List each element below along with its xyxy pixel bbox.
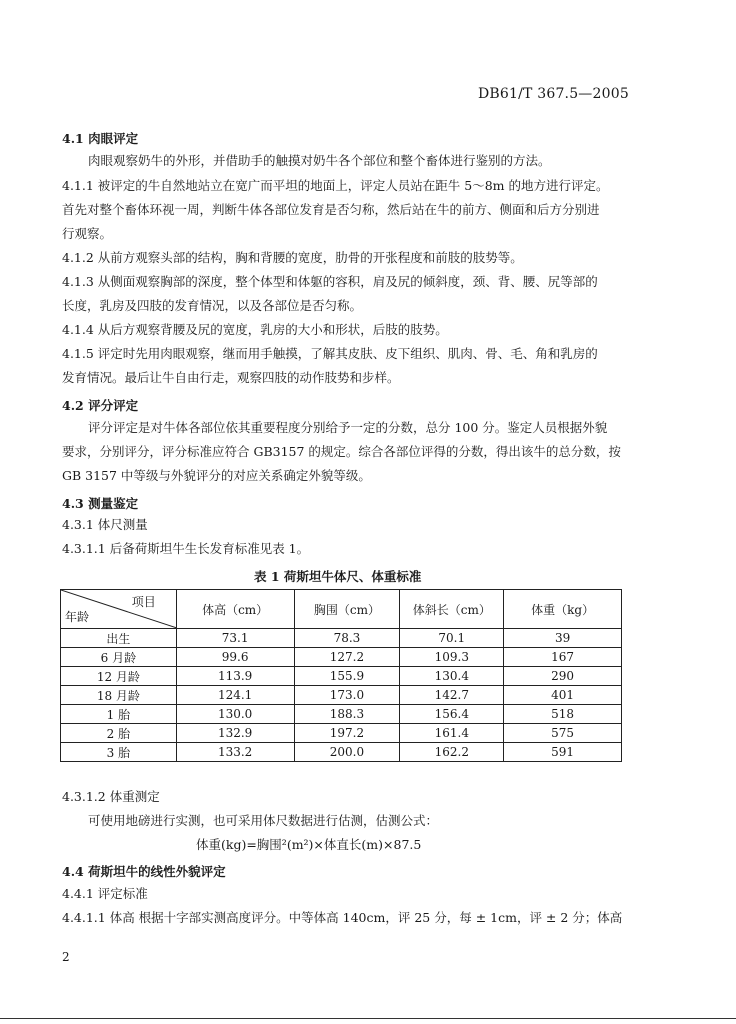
para-4-3-1-2-title: 4.3.1.2 体重测定 [62, 789, 160, 804]
para-4-1-1-line2: 首先对整个畜体环视一周，判断牛体各部位发育是否匀称，然后站在牛的前方、侧面和后方分别进 [62, 202, 600, 217]
cell-chest: 173.0 [294, 686, 400, 705]
row-age: 3 胎 [61, 743, 177, 762]
para-4-3-1-1: 4.3.1.1 后备荷斯坦牛生长发育标准见表 1。 [62, 541, 310, 556]
col-header-weight: 体重（kg） [504, 590, 622, 629]
table-row [61, 705, 622, 724]
row-age: 12 月龄 [61, 667, 177, 686]
weight-formula: 体重(kg)=胸围²(m²)×体直长(m)×87.5 [196, 837, 422, 852]
para-4-1-5-line2: 发育情况。最后让牛自由行走，观察四肢的动作肢势和步样。 [62, 370, 400, 385]
cell-height: 124.1 [176, 686, 294, 705]
cell-height: 113.9 [176, 667, 294, 686]
cell-weight: 39 [504, 629, 622, 648]
page-number: 2 [62, 950, 70, 964]
section-4-4-1-title: 4.4.1 评定标准 [62, 886, 148, 901]
cell-chest: 127.2 [294, 648, 400, 667]
cell-weight: 290 [504, 667, 622, 686]
table-row [61, 724, 622, 743]
cell-weight: 575 [504, 724, 622, 743]
section-4-1-title: 4.1 肉眼评定 [62, 131, 139, 146]
cell-weight: 518 [504, 705, 622, 724]
row-age: 2 胎 [61, 724, 177, 743]
table-corner-cell [61, 590, 177, 629]
cell-weight: 401 [504, 686, 622, 705]
cell-chest: 200.0 [294, 743, 400, 762]
section-4-2-line3: GB 3157 中等级与外貌评分的对应关系确定外貌等级。 [62, 468, 371, 483]
table-row [61, 648, 622, 667]
table-caption: 表 1 荷斯坦牛体尺、体重标准 [254, 569, 422, 584]
table-row [61, 743, 622, 762]
para-4-1-2: 4.1.2 从前方观察头部的结构，胸和背腰的宽度，肋骨的开张程度和前肢的肢势等。 [62, 250, 523, 265]
para-4-1-5-line1: 4.1.5 评定时先用肉眼观察，继而用手触摸，了解其皮肤、皮下组织、肌肉、骨、毛、角和乳房的 [62, 346, 598, 361]
section-4-2-line1: 评分评定是对牛体各部位依其重要程度分别给予一定的分数，总分 100 分。鉴定人员根据外貌 [88, 420, 608, 435]
cell-height: 130.0 [176, 705, 294, 724]
table-row [61, 629, 622, 648]
cell-chest: 78.3 [294, 629, 400, 648]
cell-length: 70.1 [400, 629, 504, 648]
para-4-1-1-line1: 4.1.1 被评定的牛自然地站立在宽广而平坦的地面上，评定人员站在距牛 5～8m 的地方进行评定。 [62, 178, 609, 193]
cell-weight: 167 [504, 648, 622, 667]
cell-length: 109.3 [400, 648, 504, 667]
col-header-length: 体斜长（cm） [400, 590, 504, 629]
table-header-row [61, 590, 622, 629]
cell-length: 142.7 [400, 686, 504, 705]
col-header-height: 体高（cm） [176, 590, 294, 629]
section-4-3-1-title: 4.3.1 体尺测量 [62, 517, 148, 532]
corner-label-age: 年龄 [65, 610, 90, 624]
cell-length: 156.4 [400, 705, 504, 724]
section-4-2-title: 4.2 评分评定 [62, 398, 139, 413]
table-row [61, 667, 622, 686]
cell-height: 73.1 [176, 629, 294, 648]
cell-chest: 188.3 [294, 705, 400, 724]
cell-length: 130.4 [400, 667, 504, 686]
standards-table [60, 589, 622, 762]
table-row [61, 686, 622, 705]
section-4-4-title: 4.4 荷斯坦牛的线性外貌评定 [62, 864, 226, 879]
cell-height: 132.9 [176, 724, 294, 743]
section-4-1-intro: 肉眼观察奶牛的外形，并借助手的触摸对奶牛各个部位和整个畜体进行鉴别的方法。 [88, 153, 551, 168]
document-header: DB61/T 367.5—2005 [478, 86, 629, 102]
para-4-1-3-line2: 长度，乳房及四肢的发育情况，以及各部位是否匀称。 [62, 298, 363, 313]
para-4-3-1-2-line1: 可使用地磅进行实测，也可采用体尺数据进行估测，估测公式： [88, 813, 439, 828]
row-age: 出生 [61, 629, 177, 648]
row-age: 1 胎 [61, 705, 177, 724]
corner-label-item: 项目 [131, 595, 156, 609]
row-age: 6 月龄 [61, 648, 177, 667]
cell-height: 133.2 [176, 743, 294, 762]
cell-chest: 197.2 [294, 724, 400, 743]
footer-divider [0, 1018, 736, 1019]
section-4-3-title: 4.3 测量鉴定 [62, 496, 139, 511]
cell-chest: 155.9 [294, 667, 400, 686]
section-4-2-line2: 要求，分别评分，评分标准应符合 GB3157 的规定。综合各部位评得的分数，得出该牛的总分数，按 [62, 444, 621, 459]
para-4-1-1-line3: 行观察。 [62, 226, 113, 241]
cell-height: 99.6 [176, 648, 294, 667]
row-age: 18 月龄 [61, 686, 177, 705]
col-header-chest: 胸围（cm） [294, 590, 400, 629]
para-4-4-1-1: 4.4.1.1 体高 根据十字部实测高度评分。中等体高 140cm，评 25 分，每 ± 1cm，评 ± 2 分；体高 [62, 910, 623, 925]
para-4-1-3-line1: 4.1.3 从侧面观察胸部的深度，整个体型和体躯的容积，肩及尻的倾斜度，颈、背、腰、尻等部的 [62, 274, 598, 289]
cell-length: 162.2 [400, 743, 504, 762]
para-4-1-4: 4.1.4 从后方观察背腰及尻的宽度，乳房的大小和形状，后肢的肢势。 [62, 322, 448, 337]
cell-weight: 591 [504, 743, 622, 762]
cell-length: 161.4 [400, 724, 504, 743]
